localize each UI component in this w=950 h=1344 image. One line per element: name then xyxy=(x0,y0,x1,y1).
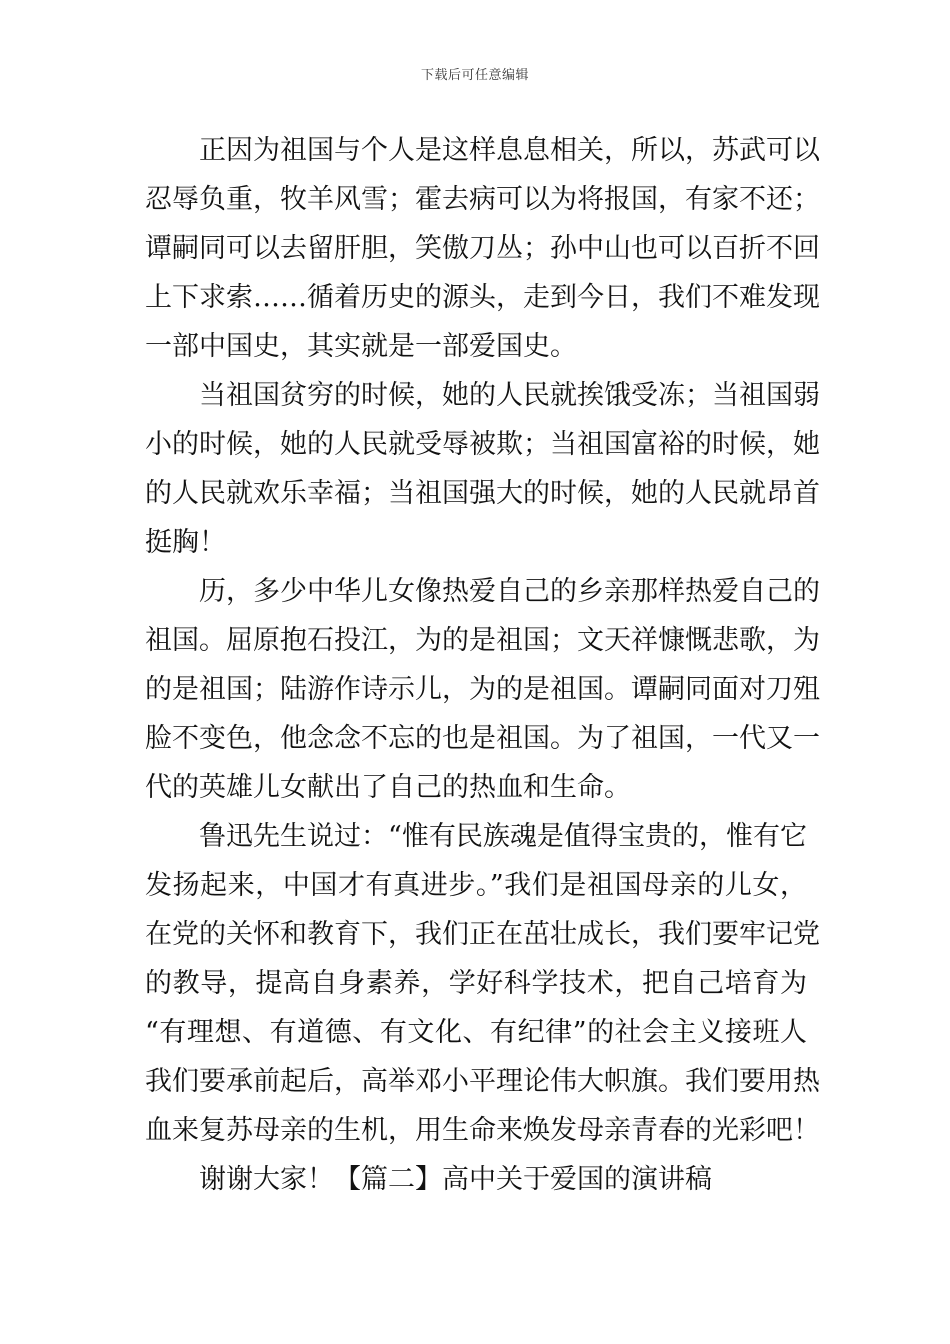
text-line: “有理想、有道德、有文化、有纪律”的社会主义接班人 xyxy=(145,1017,807,1048)
text-line: 小的时候，她的人民就受辱被欺；当祖国富裕的时候，她 xyxy=(145,429,820,460)
page-header: 下载后可任意编辑 xyxy=(420,68,529,83)
text-line: 挺胸！ xyxy=(145,527,226,558)
text-line: 的人民就欢乐幸福；当祖国强大的时候，她的人民就昂首 xyxy=(145,478,820,509)
text-line: 一部中国史，其实就是一部爱国史。 xyxy=(145,331,577,362)
paragraph-3 xyxy=(145,567,820,812)
paragraph-1 xyxy=(145,126,820,371)
text-line: 血来复苏母亲的生机，用生命来焕发母亲青春的光彩吧！ xyxy=(145,1115,820,1146)
text-line: 脸不变色，他念念不忘的也是祖国。为了祖国，一代又一 xyxy=(145,723,820,754)
document-body xyxy=(145,126,820,1204)
text-line: 鲁迅先生说过：“惟有民族魂是值得宝贵的，惟有它 xyxy=(199,821,807,852)
text-line: 忍辱负重，牧羊风雪；霍去病可以为将报国，有家不还； xyxy=(145,184,820,215)
text-line: 正因为祖国与个人是这样息息相关，所以，苏武可以 xyxy=(199,135,820,166)
text-line: 代的英雄儿女献出了自己的热血和生命。 xyxy=(145,772,631,803)
text-line: 发扬起来，中国才有真进步。”我们是祖国母亲的儿女， xyxy=(145,870,807,901)
text-line: 祖国。屈原抱石投江，为的是祖国；文天祥慷慨悲歌，为 xyxy=(145,625,820,656)
text-line: 谭嗣同可以去留肝胆，笑傲刀丛；孙中山也可以百折不回 xyxy=(145,233,820,264)
paragraph-5 xyxy=(145,1155,807,1204)
text-line: 的是祖国；陆游作诗示儿，为的是祖国。谭嗣同面对刀殂 xyxy=(145,674,820,705)
text-line: 谢谢大家！【篇二】高中关于爱国的演讲稿 xyxy=(199,1164,712,1195)
text-line: 在党的关怀和教育下，我们正在茁壮成长，我们要牢记党 xyxy=(145,919,820,950)
text-line: 我们要承前起后，高举邓小平理论伟大帜旗。我们要用热 xyxy=(145,1066,820,1097)
text-line: 的教导，提高自身素养，学好科学技术，把自己培育为 xyxy=(145,968,807,999)
text-line: 历，多少中华儿女像热爱自己的乡亲那样热爱自己的 xyxy=(199,576,820,607)
text-line: 当祖国贫穷的时候，她的人民就挨饿受冻；当祖国弱 xyxy=(199,380,820,411)
paragraph-2 xyxy=(145,371,820,567)
text-line: 上下求索……循着历史的源头，走到今日，我们不难发现 xyxy=(145,282,820,313)
paragraph-4 xyxy=(145,812,820,1155)
